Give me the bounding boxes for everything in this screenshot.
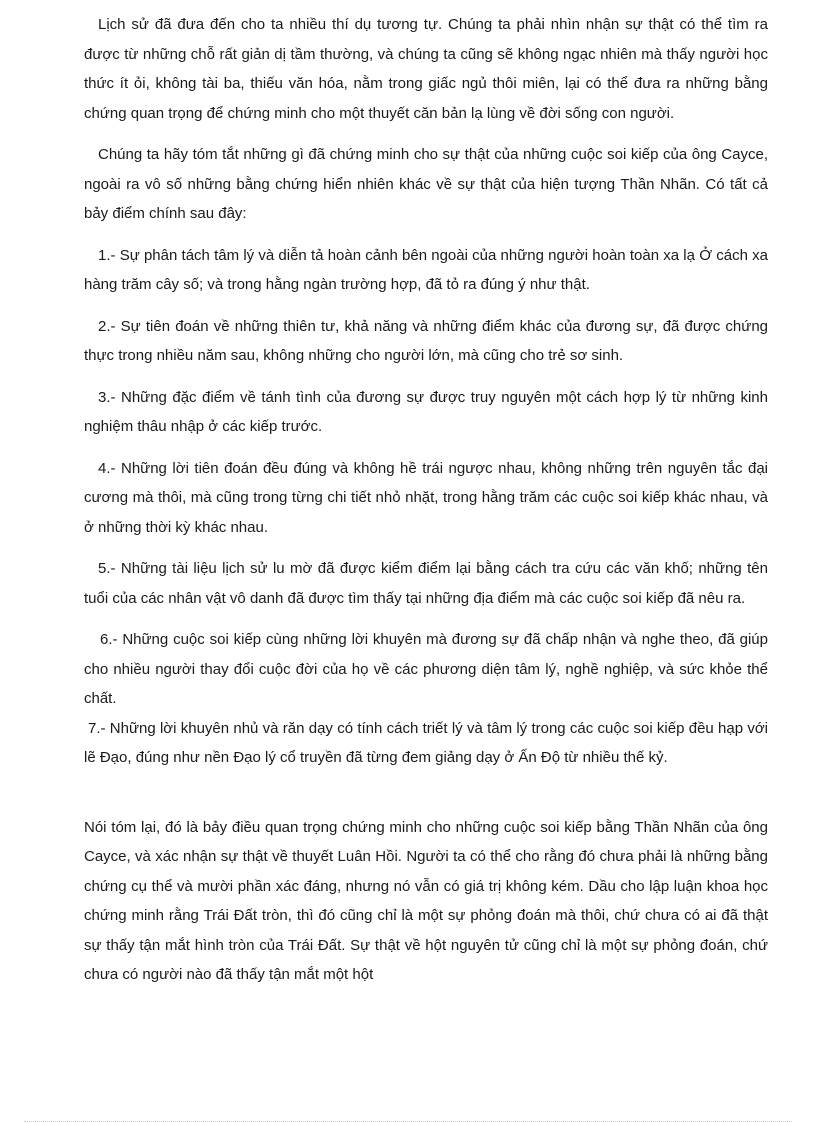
list-item-2: 2.- Sự tiên đoán về những thiên tư, khả năng và những điểm khác của đương sự, đã được chứng thực trong nhiều năm sau, không những cho người lớn, mà cũng cho trẻ sơ sinh.	[84, 317, 768, 364]
paragraph-summary-lead: Chúng ta hãy tóm tắt những gì đã chứng minh cho sự thật của những cuộc soi kiếp của ông Cayce, ngoài ra vô số những bằng chứng hiển nhiên khác về sự thật của hiện tượng Thần Nhãn. Có tất cả bảy điểm chính sau đây:	[84, 146, 768, 222]
paragraph-intro: Lịch sử đã đưa đến cho ta nhiều thí dụ tương tự. Chúng ta phải nhìn nhận sự thật có thể tìm ra được từ những chỗ rất giản dị tầm thường, và chúng ta cũng sẽ không ngạc nhiên mà thấy người học thức ít ỏi, không tài ba, thiếu văn hóa, nằm trong giấc ngủ thôi miên, lại có thể đưa ra những bằng chứng quan trọng để chứng minh cho một thuyết căn bản lạ lùng về đời sống con người.	[84, 16, 768, 122]
page-bottom-divider	[24, 1121, 792, 1122]
list-item-5: 5.- Những tài liệu lịch sử lu mờ đã được kiểm điểm lại bằng cách tra cứu các văn khố; những tên tuổi của các nhân vật vô danh đã được tìm thấy tại những địa điểm mà các cuộc soi kiếp đã nêu ra.	[84, 560, 768, 607]
list-item-7: 7.- Những lời khuyên nhủ và răn dạy có tính cách triết lý và tâm lý trong các cuộc soi kiếp đều hạp với lẽ Đạo, đúng như nền Đạo lý cổ truyền đã từng đem giảng dạy ở Ấn Độ từ nhiều thế kỷ.	[84, 719, 768, 766]
paragraph-conclusion: Nói tóm lại, đó là bảy điều quan trọng chứng minh cho những cuộc soi kiếp bằng Thần Nhãn của ông Cayce, và xác nhận sự thật về thuyết Luân Hồi. Người ta có thể cho rằng đó chưa phải là những bằng chứng cụ thể và mười phần xác đáng, nhưng nó vẫn có giá trị không kém. Dầu cho lập luận khoa học chứng minh rằng Trái Đất tròn, thì đó cũng chỉ là một sự phỏng đoán mà thôi, chứ chưa có ai đã thật sự thấy tận mắt hình tròn của Trái Đất. Sự thật về hột nguyên tử cũng chỉ là một sự phỏng đoán, chứ chưa có người nào đã thấy tận mắt một hột	[84, 818, 768, 983]
list-item-3: 3.- Những đặc điểm về tánh tình của đương sự được truy nguyên một cách hợp lý từ những kinh nghiệm thâu nhập ở các kiếp trước.	[84, 388, 768, 435]
list-item-1: 1.- Sự phân tách tâm lý và diễn tả hoàn cảnh bên ngoài của những người hoàn toàn xa lạ Ở cách xa hàng trăm cây số; và trong hằng ngàn trường hợp, đã tỏ ra đúng ý như thật.	[84, 246, 768, 293]
list-item-6: 6.- Những cuộc soi kiếp cùng những lời khuyên mà đương sự đã chấp nhận và nghe theo, đã giúp cho nhiều người thay đổi cuộc đời của họ về các phương diện tâm lý, nghề nghiệp, và sức khỏe thể chất.	[84, 631, 768, 707]
list-item-4: 4.- Những lời tiên đoán đều đúng và không hề trái ngược nhau, không những trên nguyên tắc đại cương mà thôi, mà cũng trong từng chi tiết nhỏ nhặt, trong hằng trăm các cuộc soi kiếp khác nhau, và ở những thời kỳ khác nhau.	[84, 459, 768, 536]
document-page	[84, 10, 768, 990]
